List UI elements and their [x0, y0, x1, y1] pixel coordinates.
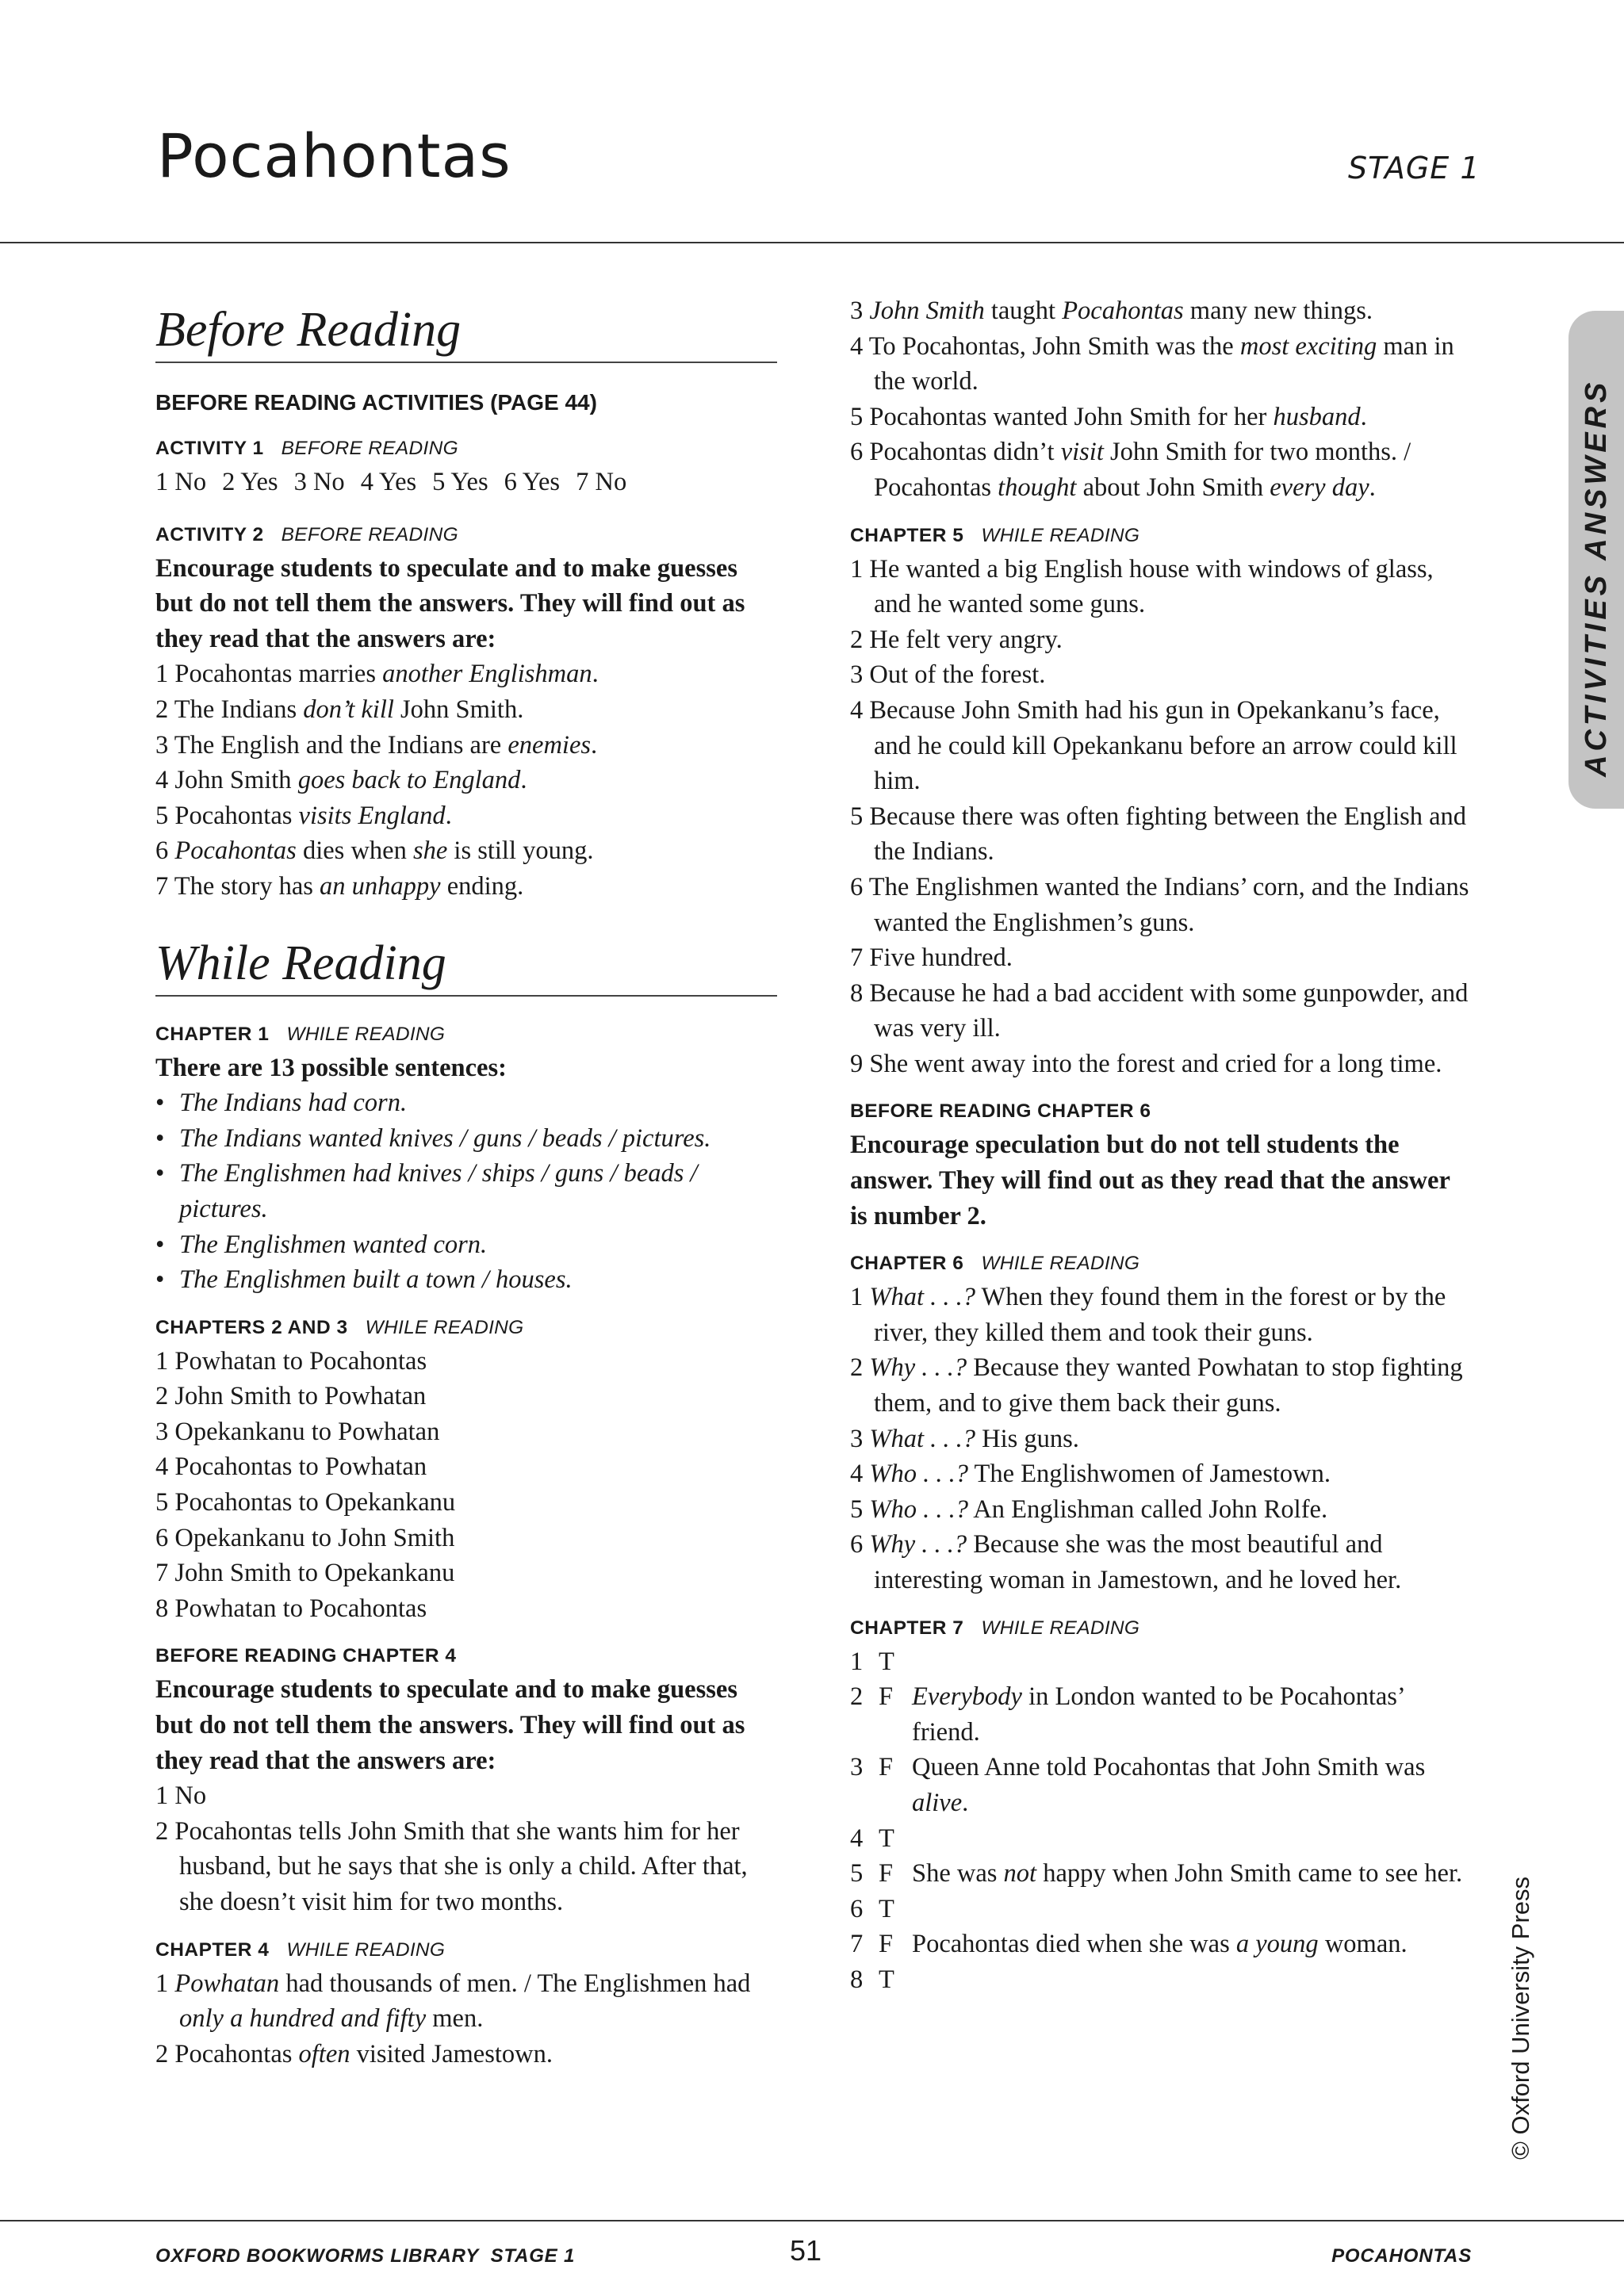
while-reading-heading: While Reading [155, 935, 777, 997]
chapter1-bullet: • The Indians had corn. [155, 1085, 777, 1121]
before-chapter4-item: 2 Pocahontas tells John Smith that she wants him for her husband, but he says that she is only a child. After that, she doesn’t visit him for two months. [155, 1816, 748, 1916]
footer-series: OXFORD BOOKWORMS LIBRARY STAGE 1 [155, 2245, 576, 2267]
chapter4-item: 5 Pocahontas wanted John Smith for her husband. [850, 402, 1367, 431]
activity2-item: 2 The Indians don’t kill John Smith. [155, 695, 524, 724]
chapters23-item: 5 Pocahontas to Opekankanu [155, 1488, 456, 1517]
before-reading-heading: Before Reading [155, 301, 777, 363]
before-chapter4-intro: Encourage students to speculate and to make guesses but do not tell them the answers. They will find out as they read that the answers are: [155, 1675, 745, 1775]
chapter5-item: 5 Because there was often fighting between the English and the Indians. [850, 802, 1467, 867]
chapter6-subtitle: WHILE READING [981, 1253, 1140, 1275]
chapter5-item: 4 Because John Smith had his gun in Opekankanu’s face, and he could kill Opekankanu before an arrow could kill him. [850, 695, 1457, 796]
chapter4-item: 1 Powhatan had thousands of men. / The Englishmen had only a hundred and fifty men. [155, 1969, 751, 2034]
chapter6-item: 1 What . . .? When they found them in the forest or by the river, they killed them and took their guns. [850, 1283, 1446, 1347]
chapter7-item: 2 F Everybody in London wanted to be Pocahontas’ friend. [850, 1682, 1404, 1747]
chapters23-item: 4 Pocahontas to Powhatan [155, 1452, 427, 1482]
chapter6-item: 4 Who . . .? The Englishwomen of Jamestown. [850, 1460, 1331, 1489]
before-chapter6-label [850, 1099, 1472, 1124]
chapter5-item: 9 She went away into the forest and cried for a long time. [850, 1049, 1442, 1078]
activities-answers-tab-label: ACTIVITIES ANSWERS [1580, 378, 1613, 777]
chapter1-bullet: • The Englishmen had knives / ships / guns / beads / pictures. [155, 1156, 777, 1226]
chapter7-item: 8 T [850, 1965, 894, 1994]
left-column [155, 301, 777, 2072]
chapter7-item: 4 T [850, 1823, 894, 1853]
chapter4-label [155, 1938, 777, 1963]
activity1-answer: 1 No [155, 468, 207, 496]
chapter6-item: 6 Why . . .? Because she was the most beautiful and interesting woman in Jamestown, and he loved her. [850, 1530, 1402, 1594]
chapters23-label [155, 1315, 777, 1341]
chapter5-label [850, 523, 1472, 549]
activity1-answer: 5 Yes [432, 468, 488, 496]
chapter7-subtitle: WHILE READING [981, 1617, 1140, 1639]
activity2-item: 3 The English and the Indians are enemies. [155, 730, 598, 760]
chapter7-item: 6 T [850, 1894, 894, 1923]
activity1-answer: 2 Yes [222, 468, 278, 496]
activity2-intro: Encourage students to speculate and to make guesses but do not tell them the answers. They will find out as they read that the answers are: [155, 553, 745, 653]
chapter1-title: CHAPTER 1 [155, 1023, 270, 1045]
activity2-title: ACTIVITY 2 [155, 523, 264, 545]
activity2-subtitle: BEFORE READING [281, 523, 458, 545]
chapter6-label [850, 1251, 1472, 1276]
activity2-item: 6 Pocahontas dies when she is still young. [155, 836, 594, 866]
chapter1-intro: There are 13 possible sentences: [155, 1053, 507, 1082]
before-reading-activities-label: BEFORE READING ACTIVITIES (PAGE 44) [155, 390, 597, 415]
activity1-answer: 7 No [576, 468, 627, 496]
activity2-item: 4 John Smith goes back to England. [155, 766, 527, 795]
chapters23-item: 8 Powhatan to Pocahontas [155, 1594, 427, 1623]
chapter5-title: CHAPTER 5 [850, 524, 964, 546]
chapter4-item: 2 Pocahontas often visited Jamestown. [155, 2039, 553, 2068]
chapters23-item: 7 John Smith to Opekankanu [155, 1559, 455, 1588]
chapter5-item: 1 He wanted a big English house with windows of glass, and he wanted some guns. [850, 554, 1434, 619]
chapter5-subtitle: WHILE READING [981, 524, 1140, 546]
activity1-answer: 6 Yes [504, 468, 561, 496]
header-divider [0, 242, 1624, 243]
before-chapter4-item: 1 No [155, 1781, 207, 1811]
chapter6-item: 5 Who . . .? An Englishman called John Rolfe. [850, 1494, 1328, 1524]
chapter1-label [155, 1022, 777, 1047]
chapter5-item: 8 Because he had a bad accident with some gunpowder, and was very ill. [850, 978, 1469, 1043]
chapter1-bullet: • The Englishmen wanted corn. [155, 1227, 777, 1263]
chapter4-item: 3 John Smith taught Pocahontas many new things. [850, 297, 1373, 325]
before-chapter4-title: BEFORE READING CHAPTER 4 [155, 1645, 457, 1667]
chapter4-item: 4 To Pocahontas, John Smith was the most exciting man in the world. [850, 331, 1454, 396]
chapter7-item: 7 F Pocahontas died when she was a young woman. [850, 1930, 1408, 1959]
chapter5-item: 3 Out of the forest. [850, 660, 1046, 690]
chapter1-bullet: • The Indians wanted knives / guns / beads / pictures. [155, 1121, 777, 1157]
activity2-item: 7 The story has an unhappy ending. [155, 871, 524, 901]
chapters23-subtitle: WHILE READING [365, 1316, 524, 1338]
before-chapter6-title: BEFORE READING CHAPTER 6 [850, 1100, 1151, 1123]
activity1-answers [155, 465, 777, 500]
activity1-answer: 3 No [293, 468, 345, 496]
chapter1-bullet: • The Englishmen built a town / houses. [155, 1262, 777, 1298]
chapter6-title: CHAPTER 6 [850, 1253, 964, 1275]
chapter6-item: 2 Why . . .? Because they wanted Powhatan to stop fighting them, and to give them back their guns. [850, 1353, 1463, 1418]
chapter7-label [850, 1616, 1472, 1641]
chapter6-item: 3 What . . .? His guns. [850, 1424, 1079, 1453]
before-chapter4-label [155, 1644, 777, 1669]
chapter4-item: 6 Pocahontas didn’t visit John Smith for two months. / Pocahontas thought about John Smith every day. [850, 438, 1411, 502]
chapter7-item: 1 T [850, 1647, 894, 1676]
chapter4-subtitle: WHILE READING [286, 1938, 446, 1961]
activity1-answer: 4 Yes [360, 468, 417, 496]
activity2-item: 5 Pocahontas visits England. [155, 801, 452, 830]
chapter7-title: CHAPTER 7 [850, 1617, 964, 1639]
page-title: Pocahontas [157, 121, 511, 191]
page-number: 51 [790, 2234, 822, 2267]
chapter5-item: 2 He felt very angry. [850, 625, 1063, 654]
activity2-label [155, 522, 777, 548]
stage-label: STAGE 1 [1348, 151, 1480, 186]
right-column [850, 297, 1472, 1998]
chapters23-item: 6 Opekankanu to John Smith [155, 1523, 455, 1552]
chapters23-item: 3 Opekankanu to Powhatan [155, 1417, 440, 1446]
chapter7-item: 5 F She was not happy when John Smith came to see her. [850, 1859, 1463, 1888]
activity2-item: 1 Pocahontas marries another Englishman. [155, 660, 599, 689]
chapters23-item: 1 Powhatan to Pocahontas [155, 1346, 427, 1376]
chapters23-item: 2 John Smith to Powhatan [155, 1382, 427, 1411]
chapters23-title: CHAPTERS 2 AND 3 [155, 1316, 348, 1338]
chapter5-item: 6 The Englishmen wanted the Indians’ corn, and the Indians wanted the Englishmen’s guns. [850, 872, 1469, 937]
before-chapter6-intro: Encourage speculation but do not tell students the answer. They will find out as they read that the answer is number 2. [850, 1131, 1450, 1230]
footer-divider [0, 2220, 1624, 2221]
copyright-notice: © Oxford University Press [1507, 1876, 1534, 2160]
chapter5-item: 7 Five hundred. [850, 943, 1013, 973]
activity1-title: ACTIVITY 1 [155, 438, 264, 459]
chapter4-title: CHAPTER 4 [155, 1938, 270, 1961]
footer-book-title: POCAHONTAS [1331, 2245, 1472, 2267]
chapter1-subtitle: WHILE READING [286, 1023, 446, 1045]
chapter7-item: 3 F Queen Anne told Pocahontas that John Smith was alive. [850, 1753, 1426, 1817]
activity1-subtitle: BEFORE READING [281, 438, 458, 459]
activity1-label [155, 436, 777, 461]
